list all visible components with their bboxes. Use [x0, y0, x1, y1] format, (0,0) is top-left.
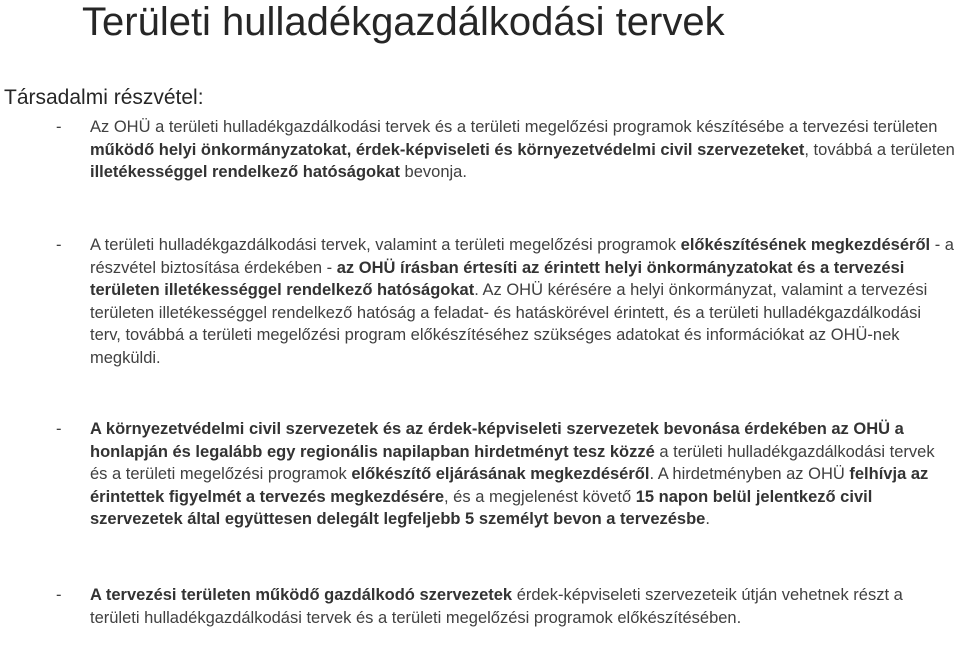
bullet-item: [56, 116, 956, 184]
bullet-item: [56, 234, 956, 369]
bullet-item: [56, 584, 956, 629]
bold-text-segment: A környezetvédelmi civil szervezetek és az érdek-képviseleti szervezetek bevonása érdekében az OHÜ a honlapján és legalább egy regionális napilapban hirdetményt tesz közzé: [90, 420, 904, 461]
text-segment: . Az OHÜ kérésére a helyi önkormányzat, valamint a tervezési területen illetékességgel rendelkező hatóság a feladat- és hatáskörével érintett, és a területi hulladékgazdálkodási terv, továbbá a területi megelőzési program előkészítéséhez szükséges adatokat és információkat az OHÜ-nek megküldi.: [90, 281, 928, 367]
bold-text-segment: A tervezési területen működő gazdálkodó szervezetek: [90, 586, 513, 604]
text-segment: a területi hulladékgazdálkodási tervek és a területi megelőzési programok: [90, 442, 935, 483]
text-segment: .: [705, 510, 710, 528]
bullet-text: [90, 584, 956, 629]
bold-text-segment: 15 napon belül jelentkező civil szervezetek által együttesen delegált legfeljebb 5 személyt bevon a tervezésbe: [90, 487, 873, 528]
bullet-dash: -: [56, 420, 62, 438]
bullet-text: [90, 116, 956, 184]
text-segment: A területi hulladékgazdálkodási tervek, valamint a területi megelőzési programok: [90, 236, 681, 254]
bullet-item: [56, 418, 956, 531]
bullet-dash: -: [56, 118, 62, 136]
text-segment: . A hirdetményben az OHÜ: [649, 465, 850, 483]
text-segment: - a részvétel biztosítása érdekében -: [90, 236, 954, 277]
text-segment: , továbbá a területen: [804, 140, 955, 159]
section-subtitle: Társadalmi részvétel:: [4, 86, 204, 109]
bold-text-segment: illetékességgel rendelkező hatóságokat: [90, 163, 400, 181]
bullet-dash: -: [56, 236, 62, 254]
text-segment: érdek-képviseleti szervezeteik útján vehetnek részt a területi hulladékgazdálkodási tervek és a területi megelőzési programok előkészítésében.: [90, 586, 903, 627]
bullet-text: [90, 418, 956, 531]
bold-text-segment: az OHÜ írásban értesíti az érintett helyi önkormányzatokat és a tervezési területen illetékességgel rendelkező hatóságokat: [90, 258, 905, 299]
text-segment: , és a megjelenést követő: [444, 487, 636, 506]
bold-text-segment: működő helyi önkormányzatokat, érdek-képviseleti és környezetvédelmi civil szervezeteket: [90, 140, 805, 159]
text-segment: Az OHÜ a területi hulladékgazdálkodási tervek és a területi megelőzési programok készítésébe a tervezési területen: [90, 118, 938, 136]
bold-text-segment: előkészítésének megkezdéséről: [680, 236, 931, 254]
bullet-dash: -: [56, 586, 62, 604]
bullet-text: [90, 234, 956, 369]
text-segment: bevonja.: [399, 163, 467, 181]
page-title: Területi hulladékgazdálkodási tervek: [82, 0, 725, 44]
bold-text-segment: előkészítő eljárásának megkezdéséről: [351, 465, 650, 483]
bold-text-segment: felhívja az érintettek figyelmét a tervezés megkezdésére: [90, 465, 929, 506]
